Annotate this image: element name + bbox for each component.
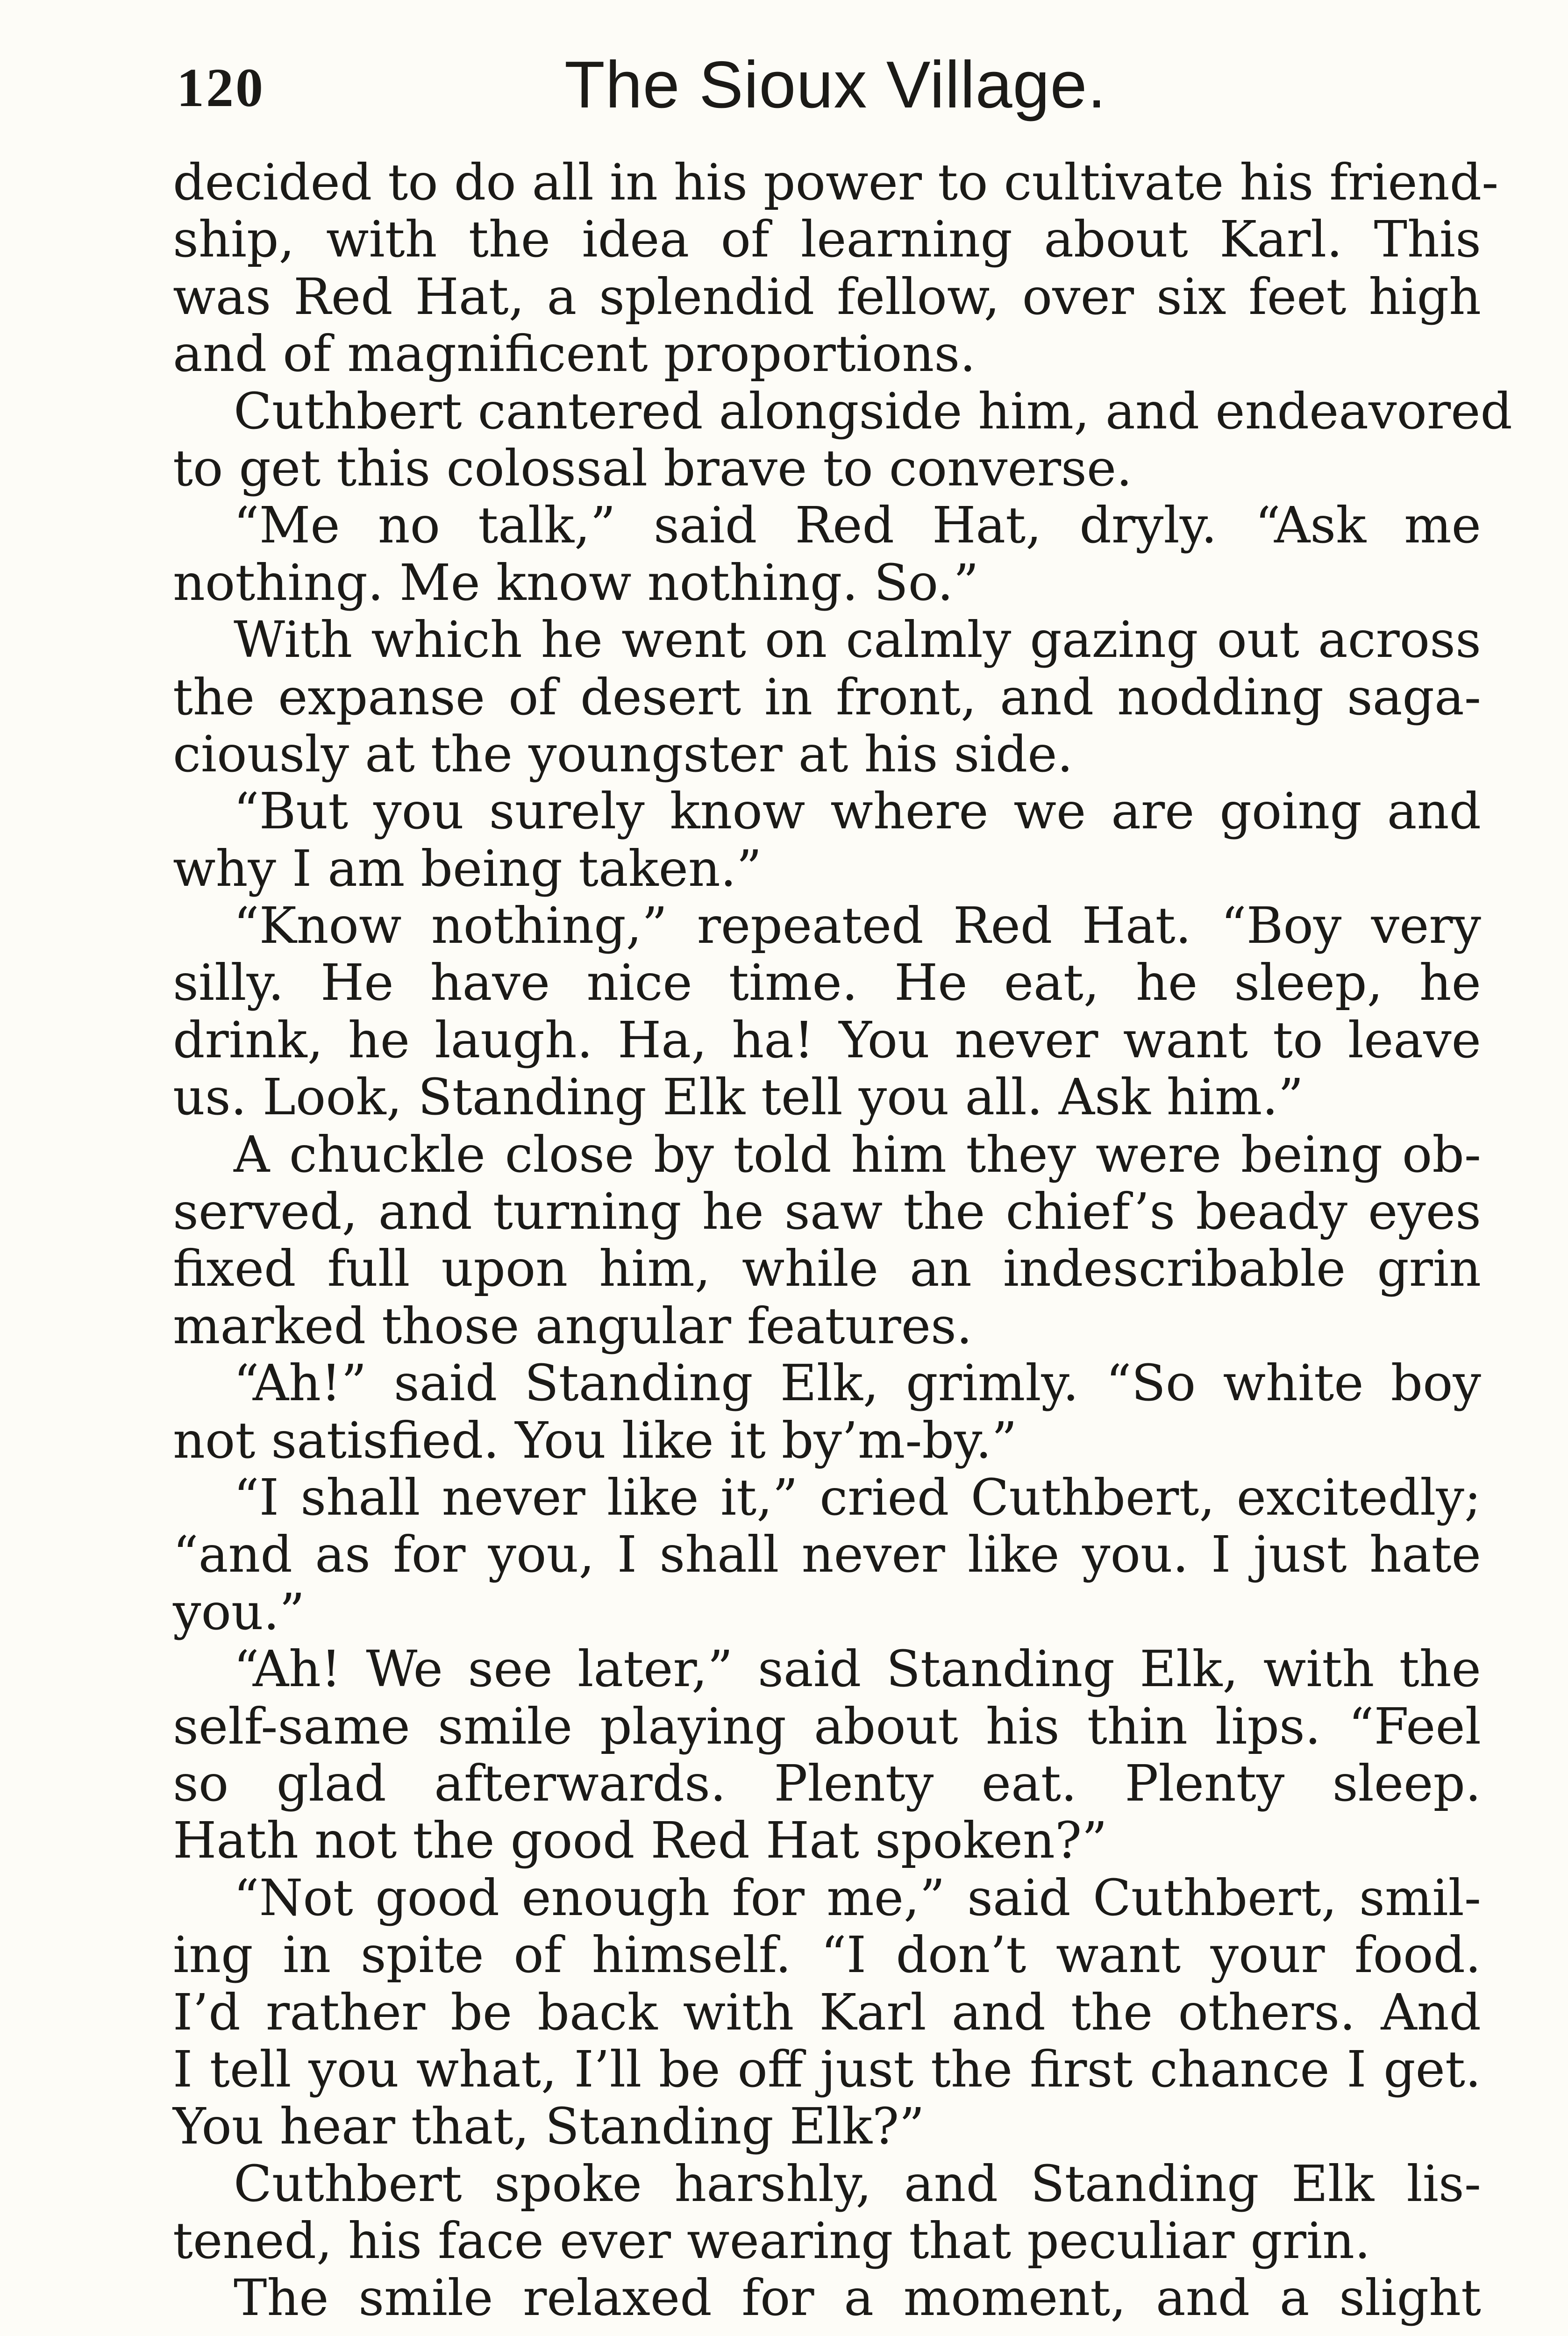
running-title: The Sioux Village. (564, 48, 1106, 122)
text-line: “Ah! We see later,” said Standing Elk, with the (234, 1640, 1481, 1699)
text-line: You hear that, Standing Elk?” (173, 2098, 925, 2156)
text-line: “Not good enough for me,” said Cuthbert, smil- (234, 1869, 1481, 1927)
text-line: fixed full upon him, while an indescribable grin (173, 1240, 1481, 1298)
text-line: ciously at the youngster at his side. (173, 725, 1073, 783)
text-line: Cuthbert spoke harshly, and Standing Elk lis- (234, 2155, 1481, 2213)
text-line: you.” (173, 1583, 305, 1641)
text-line: “Know nothing,” repeated Red Hat. “Boy very (234, 897, 1481, 955)
text-line: “But you surely know where we are going and (234, 783, 1481, 841)
text-line: was Red Hat, a splendid fellow, over six feet high (173, 268, 1481, 326)
page-number: 120 (177, 57, 265, 118)
text-line: “I shall never like it,” cried Cuthbert, excitedly; (234, 1468, 1481, 1527)
text-line: ing in spite of himself. “I don’t want your food. (173, 1926, 1481, 1985)
text-line: Hath not the good Red Hat spoken?” (173, 1812, 1107, 1870)
text-line: “Me no talk,” said Red Hat, dryly. “Ask me (234, 497, 1481, 555)
text-line: nothing. Me know nothing. So.” (173, 554, 979, 612)
text-line: I tell you what, I’ll be off just the first chance I get. (173, 2040, 1481, 2099)
text-line: “Ah!” said Standing Elk, grimly. “So white boy (234, 1354, 1481, 1413)
text-line: not satisfied. You like it by’m-by.” (173, 1411, 1017, 1470)
text-line: tened, his face ever wearing that peculiar grin. (173, 2212, 1371, 2271)
text-line: so glad afterwards. Plenty eat. Plenty sleep. (173, 1754, 1481, 1813)
text-line: With which he went on calmly gazing out across (234, 611, 1481, 669)
text-line: us. Look, Standing Elk tell you all. Ask him.” (173, 1068, 1304, 1127)
page-header (177, 37, 1485, 131)
text-line: self-same smile playing about his thin lips. “Feel (173, 1697, 1481, 1756)
text-line: served, and turning he saw the chief’s beady eyes (173, 1183, 1481, 1241)
body-text (173, 154, 1512, 2328)
text-line: to get this colossal brave to converse. (173, 439, 1133, 498)
text-line: A chuckle close by told him they were being ob- (234, 1125, 1481, 1184)
text-line: Cuthbert cantered alongside him, and endeavored (234, 382, 1512, 441)
text-line: ship, with the idea of learning about Karl. This (173, 211, 1481, 269)
text-line: drink, he laugh. Ha, ha! You never want to leave (173, 1011, 1481, 1069)
text-line: “and as for you, I shall never like you. I just hate (173, 1526, 1481, 1584)
text-line: the expanse of desert in front, and nodding saga- (173, 668, 1481, 726)
text-line: marked those angular features. (173, 1297, 972, 1355)
text-line: decided to do all in his power to cultivate his friend- (173, 154, 1499, 212)
text-line: I’d rather be back with Karl and the others. And (173, 1983, 1481, 2042)
text-line: and of magnificent proportions. (173, 325, 976, 384)
text-line: silly. He have nice time. He eat, he sleep, he (173, 954, 1481, 1012)
text-line: The smile relaxed for a moment, and a slight (234, 2269, 1481, 2328)
text-line: why I am being taken.” (173, 840, 762, 898)
